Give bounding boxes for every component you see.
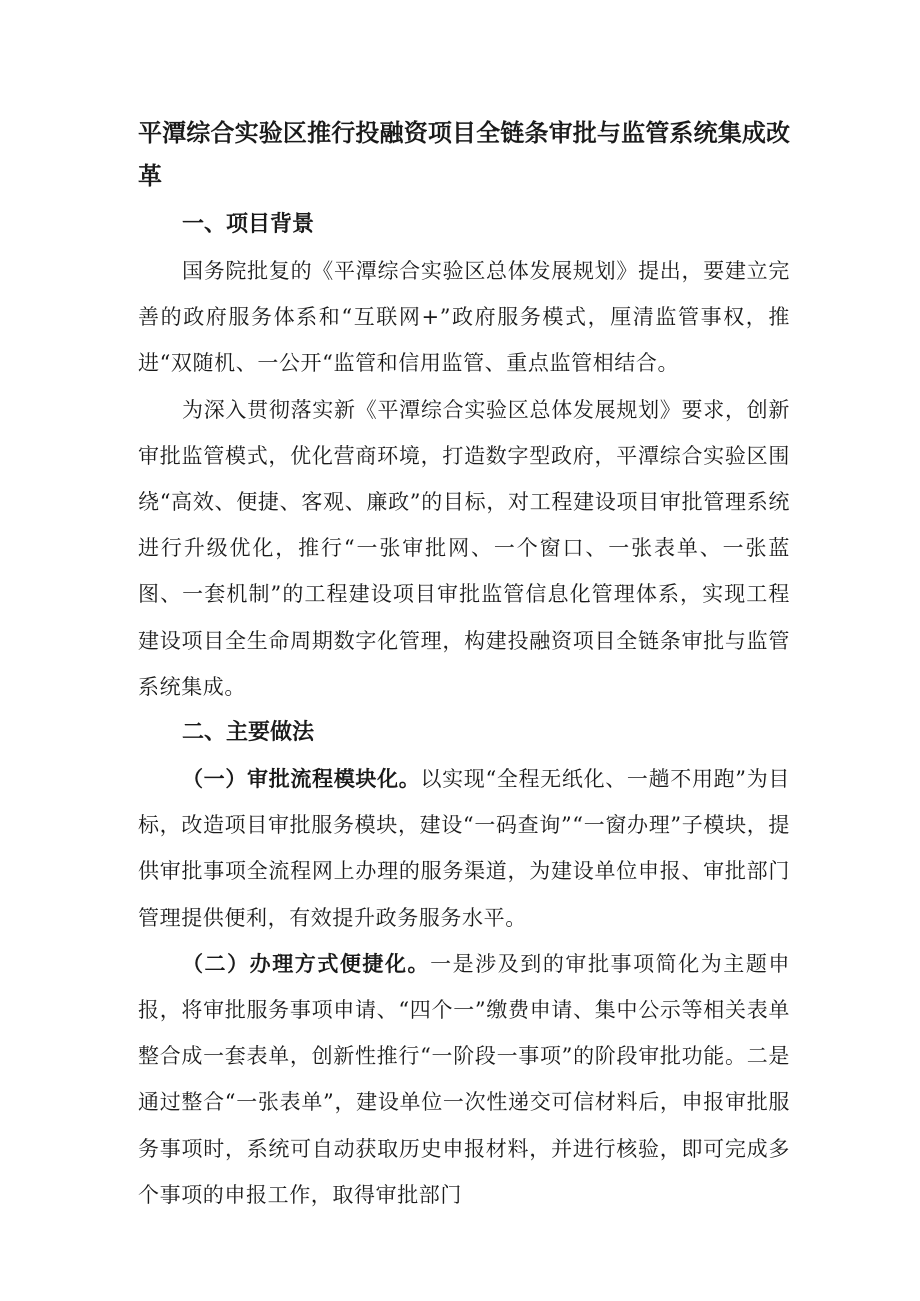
section-heading-background: 一、项目背景 [182, 212, 315, 237]
document-page [138, 112, 790, 1218]
practice-2-lead: （二）办理方式便捷化。 [182, 951, 431, 976]
background-paragraph-2: 为深入贯彻落实新《平潭综合实验区总体发展规划》要求，创新审批监管模式，优化营商环境，打造数字型政府，平潭综合实验区围绕“高效、便捷、客观、廉政”的目标，对工程建设项目审批管理系统进行升级优化，推行“一张审批网、一个窗口、一张表单、一张蓝图、一套机制”的工程建设项目审批监管信息化管理体系，实现工程建设项目全生命周期数字化管理，构建投融资项目全链条审批与监管系统集成。 [138, 397, 790, 699]
practice-1-text: 以实现“全程无纸化、一趟不用跑”为目标，改造项目审批服务模块，建设“一码查询”“一窗办理”子模块，提供审批事项全流程网上办理的服务渠道，为建设单位申报、审批部门管理提供便利，有效提升政务服务水平。 [138, 767, 790, 930]
practice-paragraph-1 [138, 756, 790, 941]
practice-paragraph-2 [138, 941, 790, 1218]
practice-1-lead: （一）审批流程模块化。 [182, 767, 421, 792]
document-title: 平潭综合实验区推行投融资项目全链条审批与监管系统集成改革 [138, 119, 790, 190]
background-paragraph-1: 国务院批复的《平潭综合实验区总体发展规划》提出，要建立完善的政府服务体系和“互联网+”政府服务模式，厘清监管事权，推进“双随机、一公开“监管和信用监管、重点监管相结合。 [138, 259, 790, 376]
section-heading-main-practices: 二、主要做法 [182, 720, 315, 746]
practice-2-text: 一是涉及到的审批事项简化为主题申报，将审批服务事项申请、“四个一”缴费申请、集中公示等相关表单整合成一套表单，创新性推行“一阶段一事项”的阶段审批功能。二是通过整合“一张表单”，建设单位一次性递交可信材料后，申报审批服务事项时，系统可自动获取历史申报材料，并进行核验，即可完成多个事项的申报工作，取得审批部门 [138, 951, 790, 1207]
